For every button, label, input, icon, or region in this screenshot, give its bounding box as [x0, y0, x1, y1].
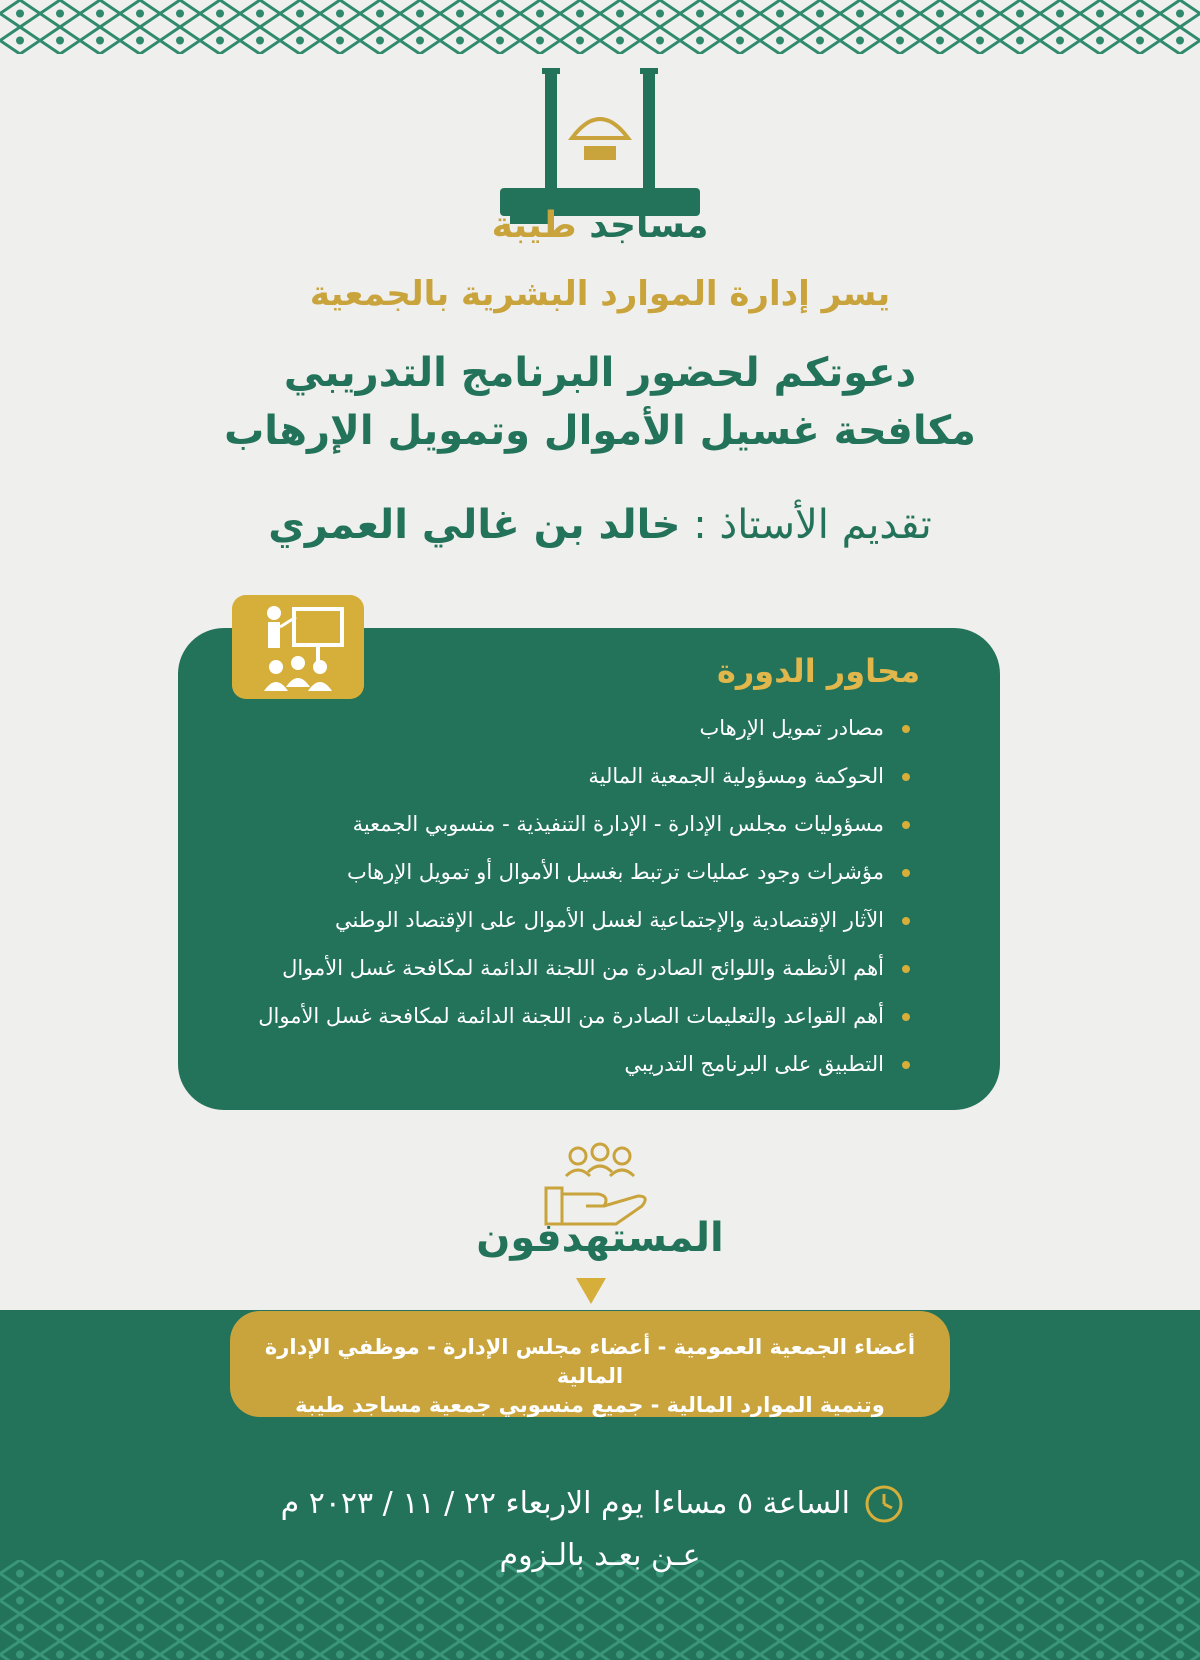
audience-list: [240, 1333, 940, 1420]
down-arrow-icon: [576, 1278, 606, 1304]
audience-line1: أعضاء الجمعية العمومية - أعضاء مجلس الإدارة - موظفي الإدارة المالية: [264, 1335, 916, 1388]
program-title: [150, 344, 1050, 460]
course-topic: الحوكمة ومسؤولية الجمعية المالية: [200, 760, 910, 808]
course-topic: مسؤوليات مجلس الإدارة - الإدارة التنفيذية - منسوبي الجمعية: [200, 808, 910, 856]
clock-icon: [862, 1482, 906, 1526]
presenter: [150, 502, 1050, 548]
presenter-label: تقديم الأستاذ :: [693, 502, 932, 548]
logo-name-suffix: طيبة: [491, 205, 577, 246]
audience-line2: وتنمية الموارد المالية - جميع منسوبي جمعية مساجد طيبة: [295, 1393, 885, 1417]
logo-name-prefix: مساجد: [589, 205, 709, 246]
bottom-pattern-band: [0, 1560, 1200, 1660]
program-title-line2: مكافحة غسيل الأموال وتمويل الإرهاب: [224, 408, 976, 454]
presentation-icon: [232, 595, 364, 699]
course-topic: مؤشرات وجود عمليات ترتبط بغسيل الأموال أو تمويل الإرهاب: [200, 856, 910, 904]
presenter-name: خالد بن غالي العمري: [268, 502, 681, 548]
event-mode: عـن بعـد بالـزوم: [499, 1538, 701, 1573]
course-topic: أهم الأنظمة واللوائح الصادرة من اللجنة الدائمة لمكافحة غسل الأموال: [200, 952, 910, 1000]
program-title-line1: دعوتكم لحضور البرنامج التدريبي: [283, 350, 917, 396]
top-pattern-band: [0, 0, 1200, 54]
course-topic: التطبيق على البرنامج التدريبي: [200, 1048, 910, 1096]
announcement-line: يسر إدارة الموارد البشرية بالجمعية: [309, 274, 891, 314]
course-topics-title: محاور الدورة: [716, 652, 920, 690]
course-topic: مصادر تمويل الإرهاب: [200, 712, 910, 760]
logo-wordmark: [420, 205, 780, 246]
course-topics-list: [200, 712, 910, 1096]
course-topic: الآثار الإقتصادية والإجتماعية لغسل الأموال على الإقتصاد الوطني: [200, 904, 910, 952]
event-datetime: الساعة ٥ مساءا يوم الاربعاء ٢٢ / ١١ / ٢٠٢٣ م: [280, 1486, 850, 1521]
audience-title: المستهدفون: [476, 1215, 724, 1261]
course-topic: أهم القواعد والتعليمات الصادرة من اللجنة الدائمة لمكافحة غسل الأموال: [200, 1000, 910, 1048]
